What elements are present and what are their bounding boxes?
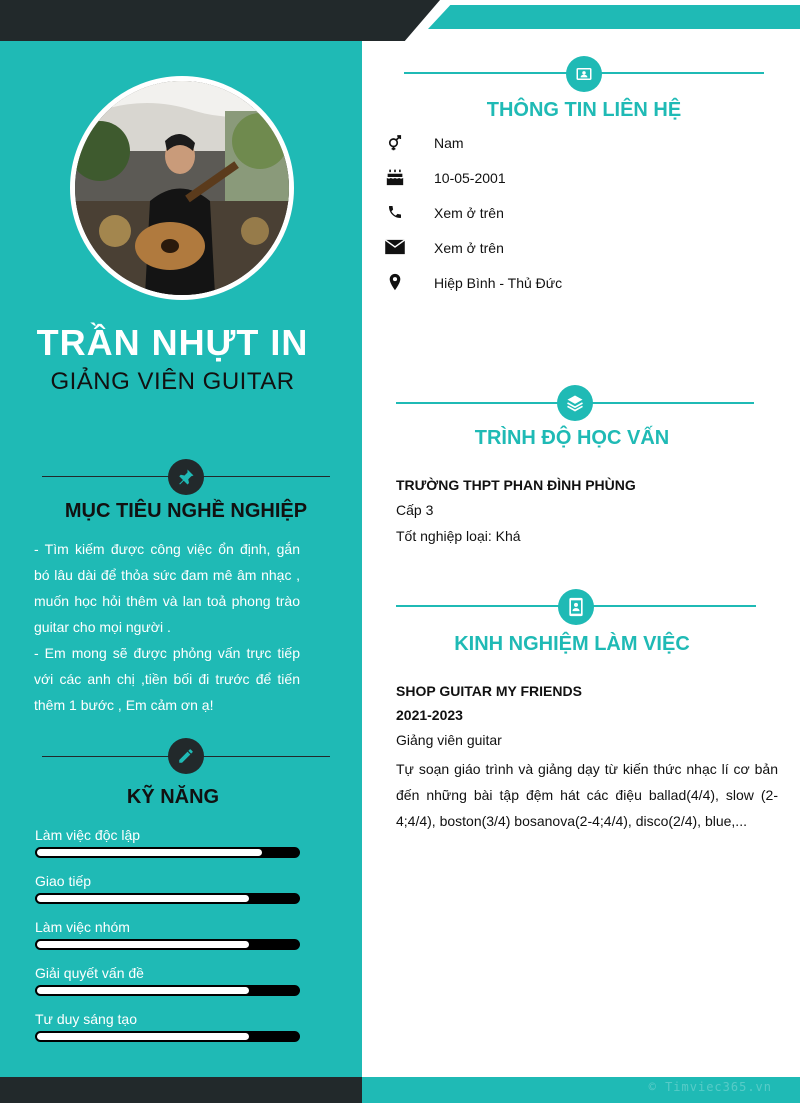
contact-address: Hiệp Bình - Thủ Đức — [434, 275, 563, 291]
skill-bar — [35, 847, 300, 858]
watermark: © Timviec365.vn — [648, 1080, 772, 1094]
layers-icon — [565, 393, 585, 413]
contact-birthday: 10-05-2001 — [434, 170, 506, 186]
education-badge — [557, 385, 593, 421]
skill-label: Tư duy sáng tạo — [35, 1011, 137, 1027]
profile-photo-illustration — [75, 81, 289, 295]
experience-description: Tự soạn giáo trình và giảng dạy từ kiến thức nhạc lí cơ bản đến những bài tập đệm hát các điệu ballad(4/4), slow (2-4;4/4), boston(3/4) bosanova(2-4;4/4), disco(2/4), blue,... — [396, 761, 778, 829]
skill-bar — [35, 985, 300, 996]
candidate-name: TRẦN NHỰT IN — [36, 322, 309, 363]
map-marker-icon — [384, 273, 406, 291]
contact-title: THÔNG TIN LIÊN HỆ — [486, 99, 682, 121]
skill-bar — [35, 1031, 300, 1042]
job-title: GIẢNG VIÊN GUITAR — [50, 368, 295, 395]
education-school: TRƯỜNG THPT PHAN ĐÌNH PHÙNG — [396, 477, 636, 493]
bottom-dark-band — [0, 1077, 362, 1103]
skills-title: KỸ NĂNG — [126, 786, 220, 808]
pushpin-icon — [177, 468, 195, 486]
skill-label: Giao tiếp — [35, 873, 92, 889]
contact-phone: Xem ở trên — [434, 205, 504, 221]
experience-title: KINH NGHIỆM LÀM VIỆC — [454, 633, 690, 655]
id-badge-icon — [567, 597, 585, 617]
skill-bar-fill — [37, 849, 262, 856]
contact-gender: Nam — [434, 135, 464, 151]
skill-label: Giải quyết vấn đề — [35, 965, 144, 981]
objective-paragraph: - Tìm kiếm được công việc ổn định, gắn bó lâu dài để thỏa sức đam mê âm nhạc , muốn học hỏi thêm và lan toả phong trào guitar cho mọi người . — [34, 541, 300, 635]
contact-email: Xem ở trên — [434, 240, 504, 256]
top-dark-band — [0, 0, 440, 41]
top-teal-band — [428, 5, 800, 29]
pencil-icon — [177, 747, 195, 765]
experience-company: SHOP GUITAR MY FRIENDS — [396, 683, 582, 699]
profile-photo — [70, 76, 294, 300]
education-title: TRÌNH ĐỘ HỌC VẤN — [474, 427, 670, 449]
skill-label: Làm việc độc lập — [35, 827, 141, 843]
skill-label: Làm việc nhóm — [35, 919, 130, 935]
birthday-cake-icon — [384, 168, 406, 186]
phone-icon — [384, 203, 406, 221]
education-level: Cấp 3 — [396, 502, 434, 518]
experience-period: 2021-2023 — [396, 707, 463, 723]
skill-bar-fill — [37, 1033, 249, 1040]
skill-bar-fill — [37, 987, 249, 994]
objective-title: MỤC TIÊU NGHỀ NGHIỆP — [64, 500, 308, 522]
skills-badge — [168, 738, 204, 774]
gender-icon — [384, 133, 406, 151]
objective-badge — [168, 459, 204, 495]
envelope-icon — [384, 238, 406, 256]
experience-badge — [558, 589, 594, 625]
objective-text — [34, 536, 300, 718]
objective-paragraph: - Em mong sẽ được phỏng vấn trực tiếp với các anh chị ,tiền bối đi trước để tiến thêm 1 bước , Em cảm ơn ạ! — [34, 645, 300, 713]
contact-card-icon — [575, 65, 593, 83]
skill-bar — [35, 939, 300, 950]
skill-bar — [35, 893, 300, 904]
education-result: Tốt nghiệp loại: Khá — [396, 528, 521, 544]
contact-badge — [566, 56, 602, 92]
experience-position: Giảng viên guitar — [396, 732, 502, 748]
skill-bar-fill — [37, 895, 249, 902]
skill-bar-fill — [37, 941, 249, 948]
